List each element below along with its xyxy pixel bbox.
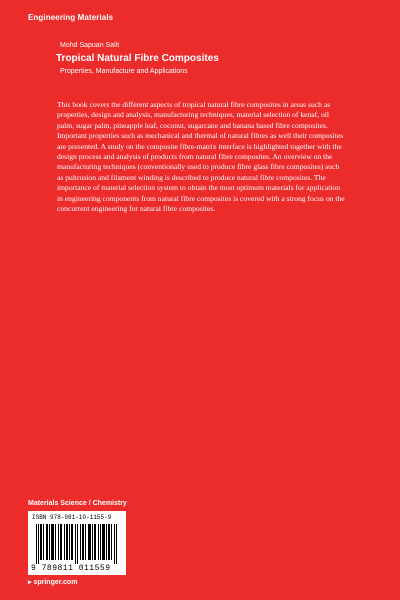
publisher-website-link[interactable]	[28, 578, 77, 586]
barcode-graphic	[36, 524, 118, 564]
subject-category: Materials Science / Chemistry	[28, 500, 127, 507]
barcode-panel	[28, 511, 126, 575]
author-name: Mohd Sapuan Salit	[60, 42, 120, 49]
isbn-label: ISBN 978-981-10-1155-9	[32, 514, 112, 521]
barcode-number: 9 789811 011559	[31, 564, 111, 573]
book-subtitle: Properties, Manufacture and Applications	[60, 68, 188, 75]
book-title: Tropical Natural Fibre Composites	[56, 53, 219, 64]
arrow-icon: ▸	[28, 579, 32, 586]
series-name: Engineering Materials	[28, 13, 114, 22]
website-label: springer.com	[33, 579, 78, 586]
book-description: This book covers the different aspects of tropical natural fibre composites in areas such as properties, design and analysis, manufacturing techniques, material selection of kenaf, oil palm, sugar palm, pineapple leaf, coconut, sugarcane and banana based fibre composites. Important properties such as mechanical and thermal of natural fibres as well their composites are presented. A study on the composite fibre-matrix interface is highlighted together with the design process and analysis of products from natural fibre composites. An overview on the manufacturing techniques (conventionally used to produce fibre glass fibre composites) such as pultrusion and filament winding is described to produce natural fibre composites. The importance of material selection system to obtain the most optimum materials for application in engineering components from natural fibre composites is covered with a strong focus on the concurrent engineering for natural fibre composites.	[57, 100, 345, 214]
